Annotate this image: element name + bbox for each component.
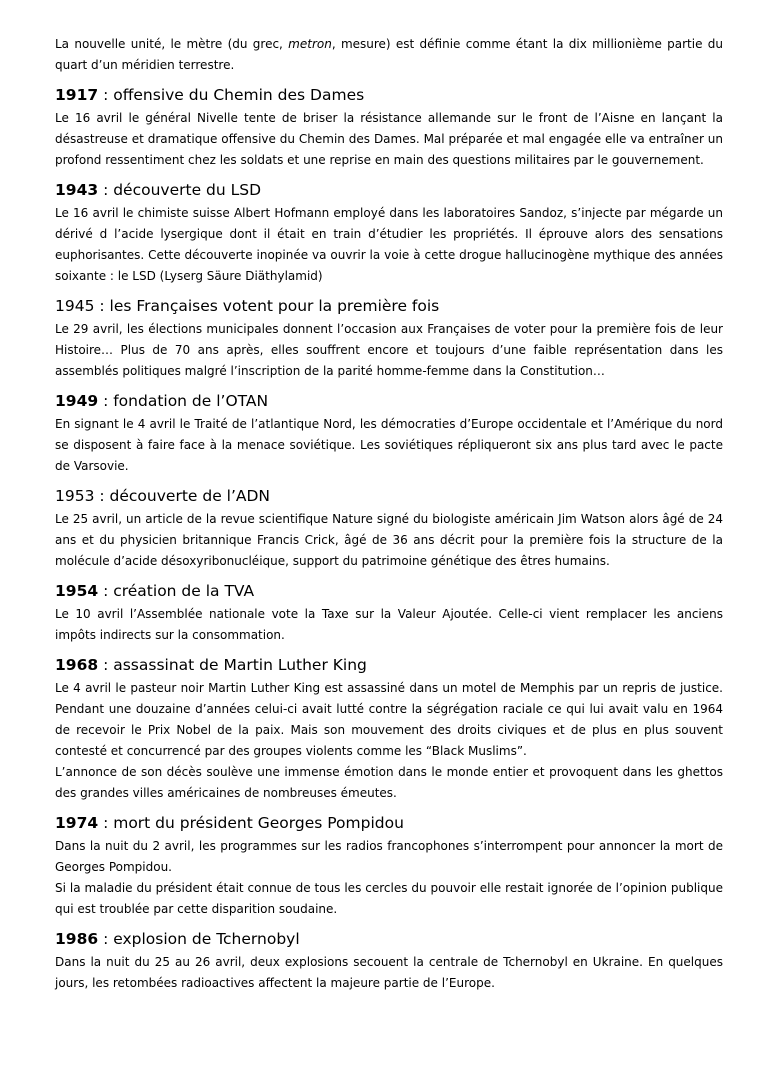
intro-text-after: , mesure) est définie comme étant la dix millionième partie du quart d’un méridien terrestre. [55, 37, 723, 72]
entry-title: : offensive du Chemin des Dames [98, 86, 365, 104]
entry-1943 [55, 180, 723, 287]
entry-heading [55, 813, 723, 834]
entry-paragraph: Le 4 avril le pasteur noir Martin Luther King est assassiné dans un motel de Memphis par un repris de justice. Pendant une douzaine d’années celui-ci avait lutté contre la ségrégation raciale ce qui lui avait valu en 1964 de recevoir le Prix Nobel de la paix. Mais son mouvement des droits civiques et de plus en plus souvent contesté et concurrencé par des groupes violents comme les “Black Muslims”. [55, 681, 723, 758]
document-page [55, 34, 723, 1003]
entry-heading [55, 655, 723, 676]
entry-year: 1974 [55, 814, 99, 832]
entry-1945 [55, 296, 723, 382]
entry-heading [55, 85, 723, 106]
entry-paragraph: En signant le 4 avril le Traité de l’atlantique Nord, les démocraties d’Europe occidentale et l’Amérique du nord se disposent à faire face à la menace soviétique. Les soviétiques répliqueront six ans plus tard avec le pacte de Varsovie. [55, 417, 723, 473]
entry-paragraph: Dans la nuit du 25 au 26 avril, deux explosions secouent la centrale de Tchernobyl en Ukraine. En quelques jours, les retombées radioactives affectent la majeure partie de l’Europe. [55, 955, 723, 990]
entry-title: : assassinat de Martin Luther King [98, 656, 367, 674]
entry-paragraph: L’annonce de son décès soulève une immense émotion dans le monde entier et provoquent dans les ghettos des grandes villes américaines de nombreuses émeutes. [55, 765, 723, 800]
entry-1953 [55, 486, 723, 572]
entry-year: 1945 [55, 297, 95, 315]
entries-list [55, 85, 723, 994]
intro-text-before: La nouvelle unité, le mètre (du grec, [55, 37, 289, 51]
entry-paragraph: Le 29 avril, les élections municipales donnent l’occasion aux Françaises de voter pour la première fois de leur Histoire… Plus de 70 ans après, elles souffrent encore et toujours d’une faible représentation dans les assemblés politiques malgré l’inscription de la parité homme-femme dans la Constitution… [55, 322, 723, 378]
entry-year: 1943 [55, 181, 99, 199]
entry-1986 [55, 929, 723, 994]
entry-year: 1986 [55, 930, 99, 948]
entry-heading [55, 581, 723, 602]
entry-1968 [55, 655, 723, 804]
entry-paragraph: Le 25 avril, un article de la revue scientifique Nature signé du biologiste américain Jim Watson alors âgé de 24 ans et du physicien britannique Francis Crick, âgé de 36 ans décrit pour la première fois la structure de la molécule d’acide désoxyribonucléique, support du patrimoine génétique des êtres humains. [55, 512, 723, 568]
entry-paragraph: Le 10 avril l’Assemblée nationale vote la Taxe sur la Valeur Ajoutée. Celle-ci vient remplacer les anciens impôts indirects sur la consommation. [55, 607, 723, 642]
entry-year: 1917 [55, 86, 99, 104]
entry-paragraph: Si la maladie du président était connue de tous les cercles du pouvoir elle restait ignorée de l’opinion publique qui est troublée par cette disparition soudaine. [55, 881, 723, 916]
entry-title: : création de la TVA [98, 582, 255, 600]
entry-1949 [55, 391, 723, 477]
entry-year: 1949 [55, 392, 99, 410]
entry-paragraph: Le 16 avril le chimiste suisse Albert Hofmann employé dans les laboratoires Sandoz, s’injecte par mégarde un dérivé d l’acide lysergique dont il était en train d’étudier les propriétés. Il éprouve alors des sensations euphorisantes. Cette découverte inopinée va ouvrir la voie à cette drogue hallucinogène mythique des années soixante : le LSD (Lyserg Säure Diäthylamid) [55, 206, 723, 283]
entry-heading [55, 180, 723, 201]
entry-heading [55, 391, 723, 412]
intro-italic-word: metron [288, 37, 332, 51]
entry-paragraph: Dans la nuit du 2 avril, les programmes sur les radios francophones s’interrompent pour annoncer la mort de Georges Pompidou. [55, 839, 723, 874]
entry-title: : découverte de l’ADN [94, 487, 271, 505]
entry-paragraph: Le 16 avril le général Nivelle tente de briser la résistance allemande sur le front de l’Aisne en lançant la désastreuse et dramatique offensive du Chemin des Dames. Mal préparée et mal engagée elle va entraîner un profond ressentiment chez les soldats et une reprise en main des questions militaires par le gouvernement. [55, 111, 723, 167]
entry-1974 [55, 813, 723, 920]
entry-title: : mort du président Georges Pompidou [98, 814, 404, 832]
entry-title: : les Françaises votent pour la première fois [94, 297, 440, 315]
entry-heading [55, 486, 723, 507]
entry-year: 1953 [55, 487, 95, 505]
entry-heading [55, 929, 723, 950]
entry-heading [55, 296, 723, 317]
intro-paragraph [55, 34, 723, 76]
entry-title: : explosion de Tchernobyl [98, 930, 300, 948]
entry-year: 1968 [55, 656, 99, 674]
entry-title: : fondation de l’OTAN [98, 392, 269, 410]
entry-1917 [55, 85, 723, 171]
entry-title: : découverte du LSD [98, 181, 262, 199]
entry-year: 1954 [55, 582, 99, 600]
entry-1954 [55, 581, 723, 646]
